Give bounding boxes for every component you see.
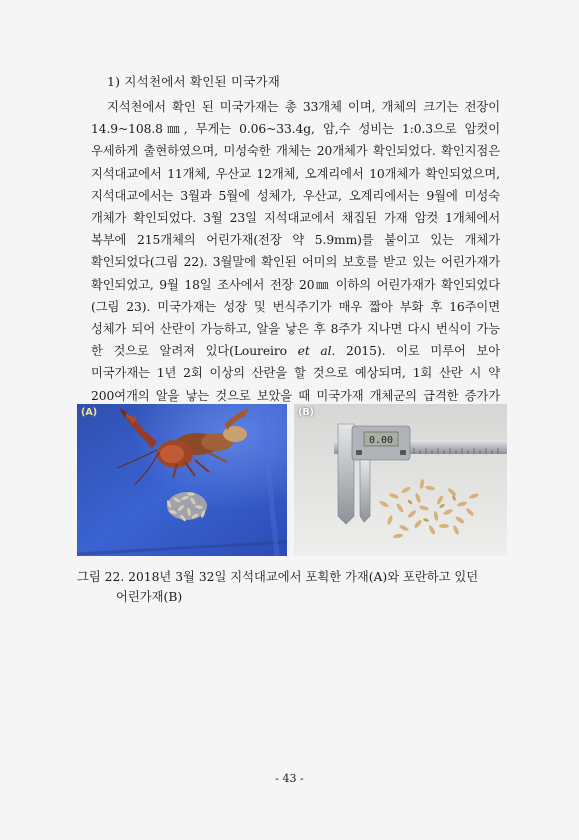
- caption-line-2: 어린가재(B): [116, 590, 183, 604]
- caption-line-1: 그림 22. 2018년 3월 32일 지석대교에서 포획한 가재(A)와 포란하고 있던: [77, 570, 479, 584]
- crayfish-photo-graphic: [77, 404, 287, 556]
- citation-et-al: et al.: [297, 344, 336, 359]
- figure-b-label: (B): [298, 407, 314, 418]
- photo-crayfish-on-tray: [77, 404, 287, 556]
- figure-22: [77, 404, 507, 556]
- body-text-part1: 지석천에서 확인 된 미국가재는 총 33개체 이며, 개체의 크기는 전장이 14.9~108.8㎜, 무게는 0.06~33.4g, 암,수 성비는 1:0.3으로 암컷이 우세하게 출현하였으며, 미성숙한 개체는 20개체가 확인되었다. 확인지점은 지석대교에서 11개체, 우산교 12개체, 오계리에서 10개체가 확인되었으며, 지석대교에서는 3월과 5월에 성체가, 우산교, 오계리에서는 9월에 미성숙 개체가 확인되었다. 3월 23일 지석대교에서 채집된 가재 암컷 1개체에서 복부에 215개체의 어린가재(전장 약 5.9mm)를 붙이고 있는 개체가 확인되었다(그림 22). 3월말에 확인된 어미의 보호를 받고 있는 어린가재가 확인되었고, 9월 18일 조사에서 전장 20㎜ 이하의 어린가재가 확인되었다(그림 23). 미국가재는 성장 및 번식주기가 매우 짧아 부화 후 16주이면 성체가 되어 산란이 가능하고, 알을 낳은 후 8주가 지나면 다시 번식이 가능 한 것으로 알려져 있다(Loureiro: [91, 100, 500, 359]
- body-text-part2: 2015). 이로 미루어 보아 미국가재는 1년 2회 이상의 산란을 할 것으로 예상되며, 1회 산란 시 약 200여개의 알을 낳는 것으로 보았을 때 미국가재 개체군의 급격한 증가가: [91, 344, 500, 403]
- figure-a-label: (A): [81, 407, 98, 418]
- figure-caption: [77, 567, 517, 607]
- page-number: - 43 -: [275, 772, 304, 785]
- body-paragraph: [91, 96, 500, 429]
- caliper-display-reading: 0.00: [368, 435, 394, 446]
- photo-caliper-juveniles: [294, 404, 507, 556]
- section-heading: 1) 지석천에서 확인된 미국가재: [107, 74, 281, 89]
- caliper-photo-graphic: [294, 404, 507, 556]
